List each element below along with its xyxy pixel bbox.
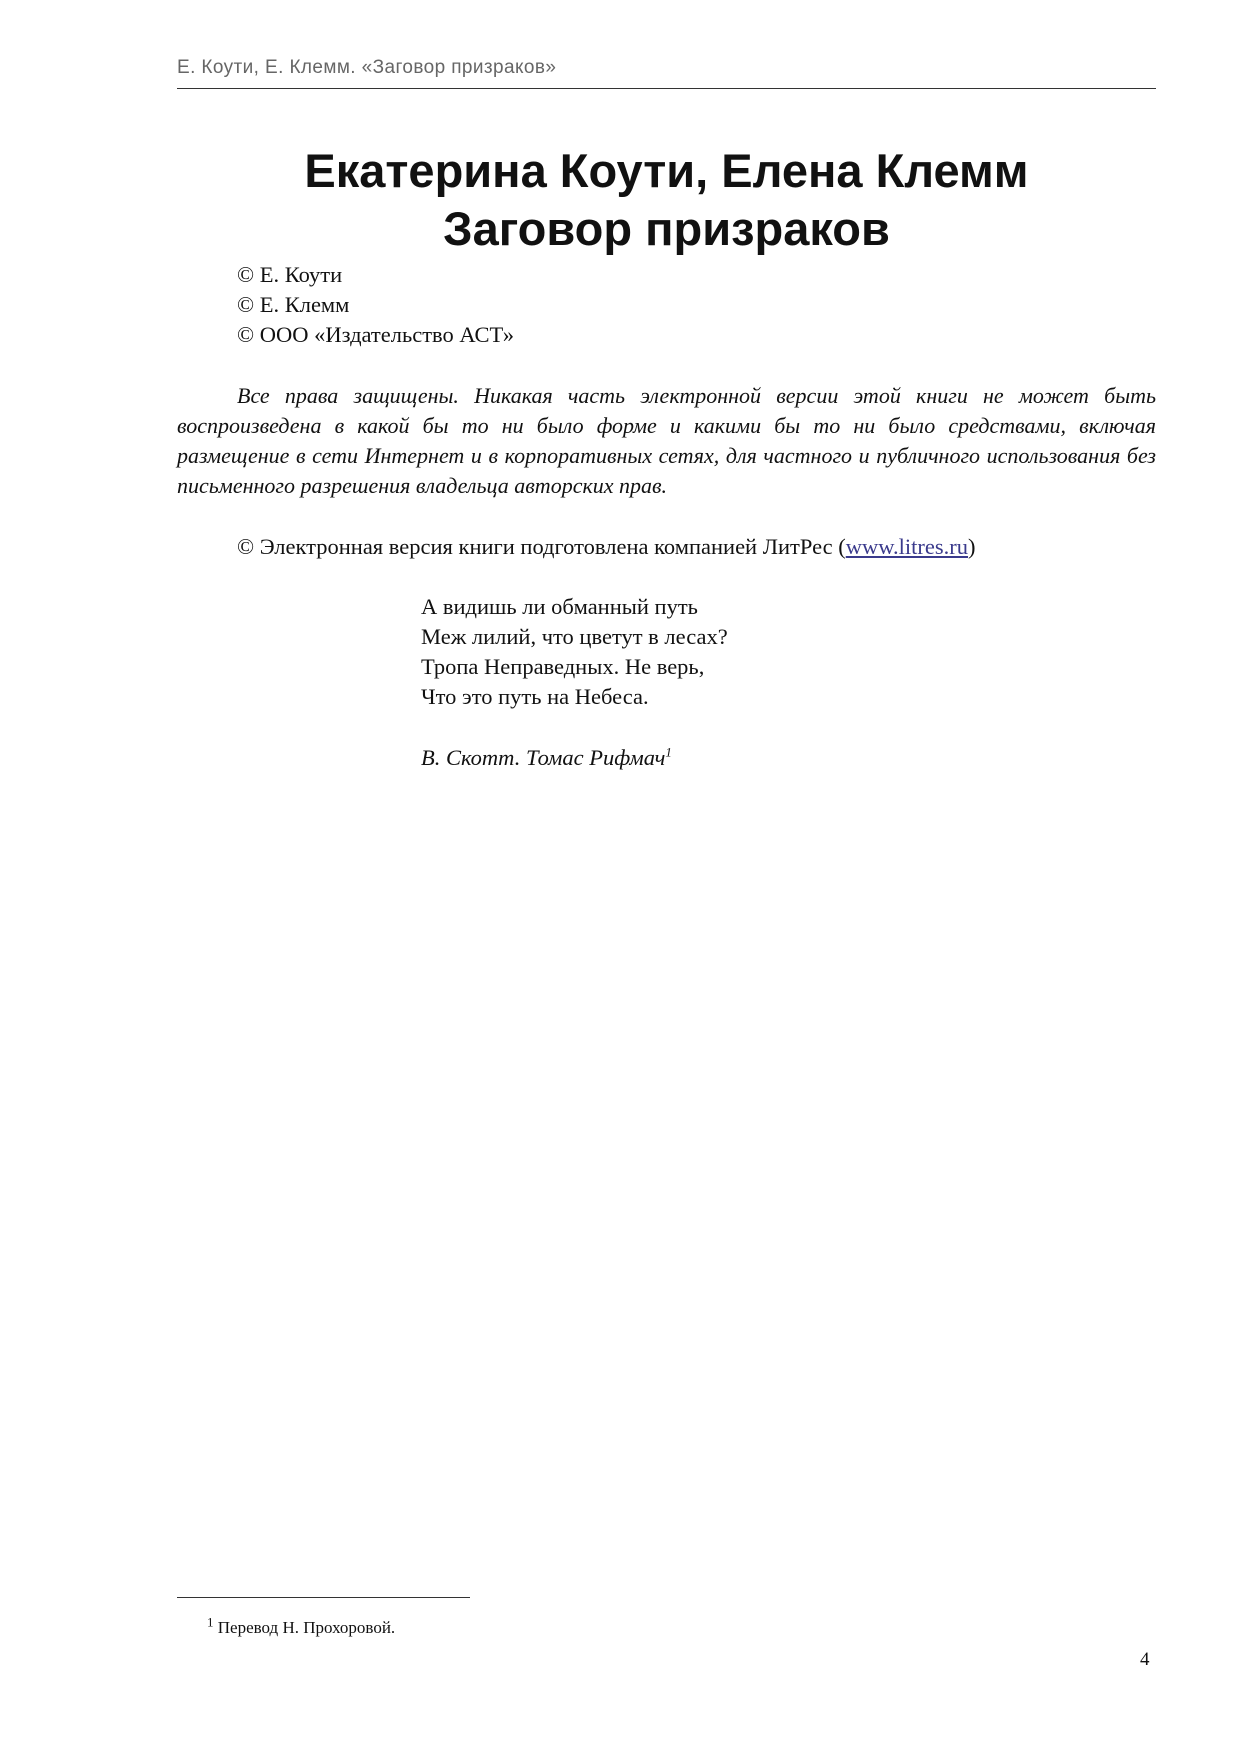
ebook-notice-text: © Электронная версия книги подготовлена компанией ЛитРес (	[237, 534, 846, 559]
epigraph-poem	[421, 592, 728, 712]
footnote-reference[interactable]: 1	[665, 744, 672, 760]
title-book: Заговор призраков	[443, 202, 890, 255]
ebook-notice-close: )	[968, 534, 976, 559]
ebook-notice	[237, 532, 976, 562]
footnote	[207, 1616, 395, 1640]
copyright-item: © Е. Коути	[237, 262, 343, 287]
poem-line: Меж лилий, что цветут в лесах?	[421, 624, 728, 649]
copyright-list	[237, 260, 514, 350]
running-header: Е. Коути, Е. Клемм. «Заговор призраков»	[177, 57, 557, 78]
epigraph-attribution	[421, 743, 672, 773]
poem-line: А видишь ли обманный путь	[421, 594, 698, 619]
title-authors: Екатерина Коути, Елена Клемм	[304, 144, 1029, 197]
footnote-marker: 1	[207, 1614, 214, 1630]
page-title	[177, 142, 1156, 258]
footnote-divider	[177, 1597, 470, 1598]
copyright-item: © ООО «Издательство АСТ»	[237, 322, 514, 347]
header-divider	[177, 88, 1156, 89]
page-number: 4	[1140, 1649, 1150, 1670]
rights-notice: Все права защищены. Никакая часть электронной версии этой книги не может быть воспроизведена в какой бы то ни было форме и какими бы то ни было средствами, включая размещение в сети Интернет и в корпоративных сетях, для частного и публичного использования без письменного разрешения владельца авторских прав.	[177, 383, 1156, 498]
litres-link[interactable]: www.litres.ru	[845, 534, 969, 559]
footnote-text: Перевод Н. Прохоровой.	[217, 1618, 396, 1637]
copyright-item: © Е. Клемм	[237, 292, 350, 317]
poem-line: Тропа Неправедных. Не верь,	[421, 654, 705, 679]
attribution-text: В. Скотт. Томас Рифмач	[421, 745, 666, 770]
poem-line: Что это путь на Небеса.	[421, 684, 649, 709]
